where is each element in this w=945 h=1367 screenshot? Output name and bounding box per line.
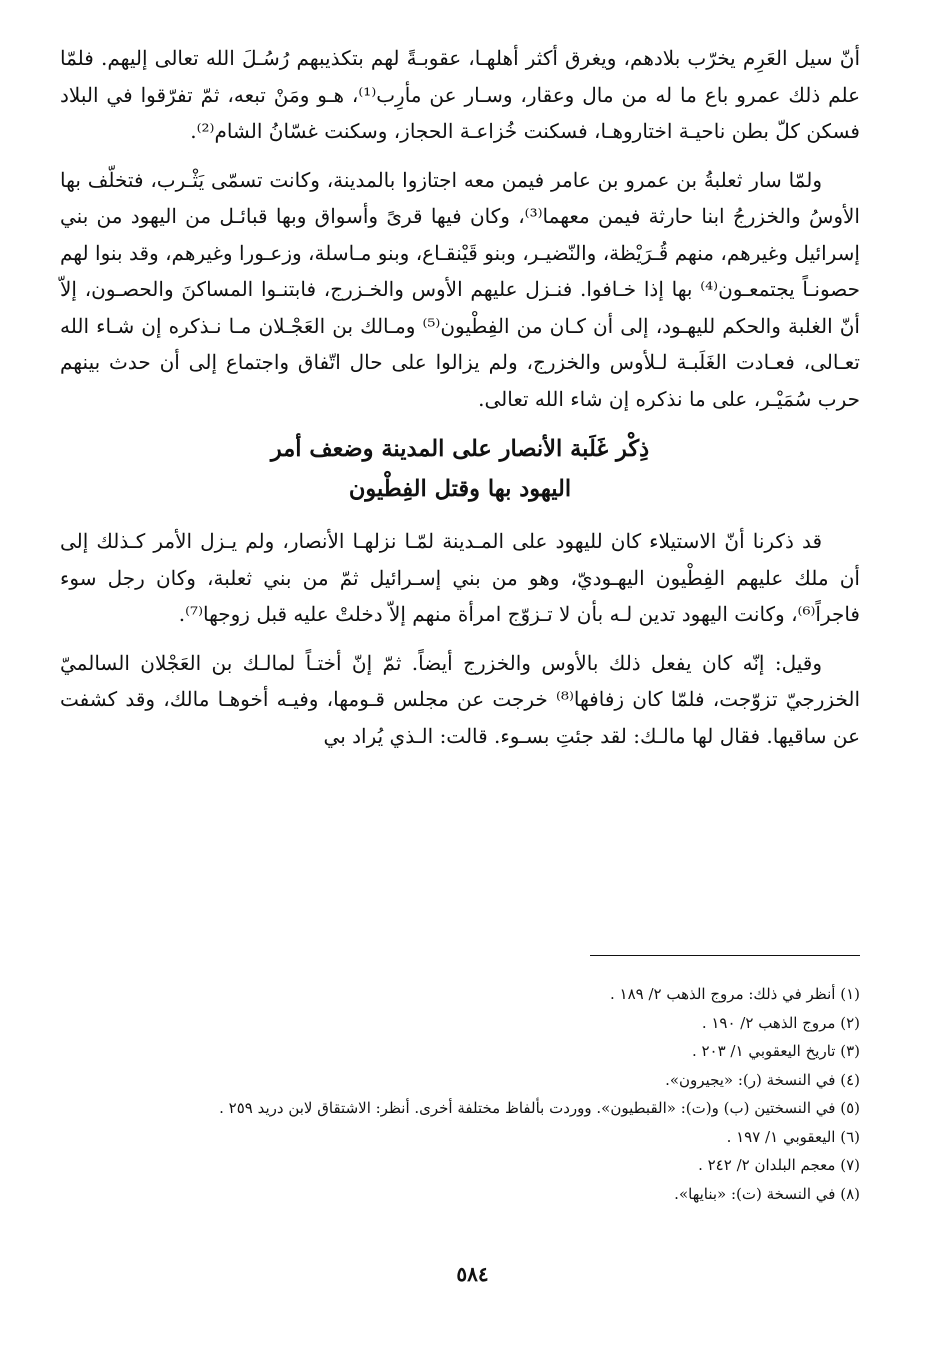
footnote-divider xyxy=(590,955,860,956)
footnote-2: (٢) مروج الذهب ٢/ ١٩٠ . xyxy=(701,1013,860,1032)
paragraph-1: أنّ سيل العَرِم يخرّب بلادهم، ويغرق أكثر أهلهـا، عقوبـةً لهم بتكذيبهم رُسُـلَ الله تعالى إليهم. فلمّا علم ذلك عمرو باع ما له من مال وعقار، وسـار عن مأرِب⁽¹⁾، هـو ومَنْ تبعه، ثمّ تفرّقوا في البلاد فسكن كلّ بطن ناحيـة اختاروهـا، فسكنت خُزاعـة الحجاز، وسكنت غسّانُ الشام⁽²⁾. xyxy=(60,46,860,143)
footnote-5: (٥) في النسختين (ب) و(ت): «القبطيون». ووردت بألفاظ مختلفة أخرى. أنظر: الاشتقاق لابن دريد ٢٥٩ . xyxy=(219,1099,860,1117)
page-number: ٥٨٤ xyxy=(456,1262,489,1286)
footnote-3: (٣) تاريخ اليعقوبي ١/ ٢٠٣ . xyxy=(691,1042,860,1060)
page-body xyxy=(60,40,860,766)
footnote-4: (٤) في النسخة (ر): «يجيرون». xyxy=(665,1070,860,1089)
footnote-6: (٦) اليعقوبي ١/ ١٩٧ . xyxy=(726,1127,860,1146)
paragraph-4: وقيل: إنّه كان يفعل ذلك بالأوس والخزرج أيضاً. ثمّ إنّ أختـاً لمالـك بن العَجْلان السالميّ الخزرجيّ تزوّجت، فلمّا كان زفافها⁽⁸⁾ خرجت عن مجلس قـومها، وفيـه أخوهـا مالك، وقد كشفت عن ساقيها. فقال لها مالـك: لقد جئتِ بسـوء. قالت: الـذي يُراد بي xyxy=(60,650,861,748)
paragraph-2: ولمّا سار ثعلبةُ بن عمرو بن عامر فيمن معه اجتازوا بالمدينة، وكانت تسمّى يَثْـرب، فتخلّف بها الأوسُ والخزرجُ ابنا حارثة فيمن معهما⁽³⁾، وكان فيها قرىً وأسواق وبها قبائـل من اليهود من بني إسرائيل وغيرهم، منهم قُـرَيْظة، والنّضيـر، وبنو قَيْنقـاع، وبنو مـاسلة، وزعـورا وغيرهم، وقد بنوا لهم حصونـاً يجتمعـون⁽⁴⁾ بها إذا خـافوا. فنـزل عليهم الأوس والخـزرج، فابتنـوا المساكنَ والحصـون، إلاّ أنّ الغلبة والحكم لليهـود، إلى أن كـان من الفِطْيون⁽⁵⁾ ومـالك بن العَجْـلان مـا نـذكره إن شـاء الله تعـالى، فعـادت الغَلَبـة لـلأوس والخزرج، ولم يزالوا على حال اتّفاق واجتماع إلى أن حدث بينهم حرب سُمَيْـر، على ما نذكره إن شاء الله تعالى. xyxy=(60,167,860,411)
footnote-1: (١) أنظر في ذلك: مروج الذهب ٢/ ١٨٩ . xyxy=(609,985,860,1003)
footnote-7: (٧) معجم البلدان ٢/ ٢٤٢ . xyxy=(698,1156,860,1174)
footnote-8: (٨) في النسخة (ت): «بنايها». xyxy=(674,1184,860,1203)
footnotes-list xyxy=(60,980,860,1208)
section-heading-line-1: ذِكْر غَلَبة الأنصار على المدينة وضعف أمر xyxy=(270,436,650,462)
paragraph-3: قد ذكرنا أنّ الاستيلاء كان لليهود على المـدينة لمّـا نزلهـا الأنصار، ولم يـزل الأمر كـذلك إلى أن ملك عليهم الفِطْيون اليهـوديّ، وهو من بني إسـرائيل ثمّ من بني ثعلبة، وكان رجل سوء فاجراً⁽⁶⁾، وكانت اليهود تدين لـه بأن لا تـزوّج امرأة منهم إلاّ دخلتْ عليه قبل زوجها⁽⁷⁾. xyxy=(60,529,860,626)
section-heading-line-2: اليهود بها وقتل الفِطْيون xyxy=(348,476,572,502)
section-heading xyxy=(60,429,860,509)
